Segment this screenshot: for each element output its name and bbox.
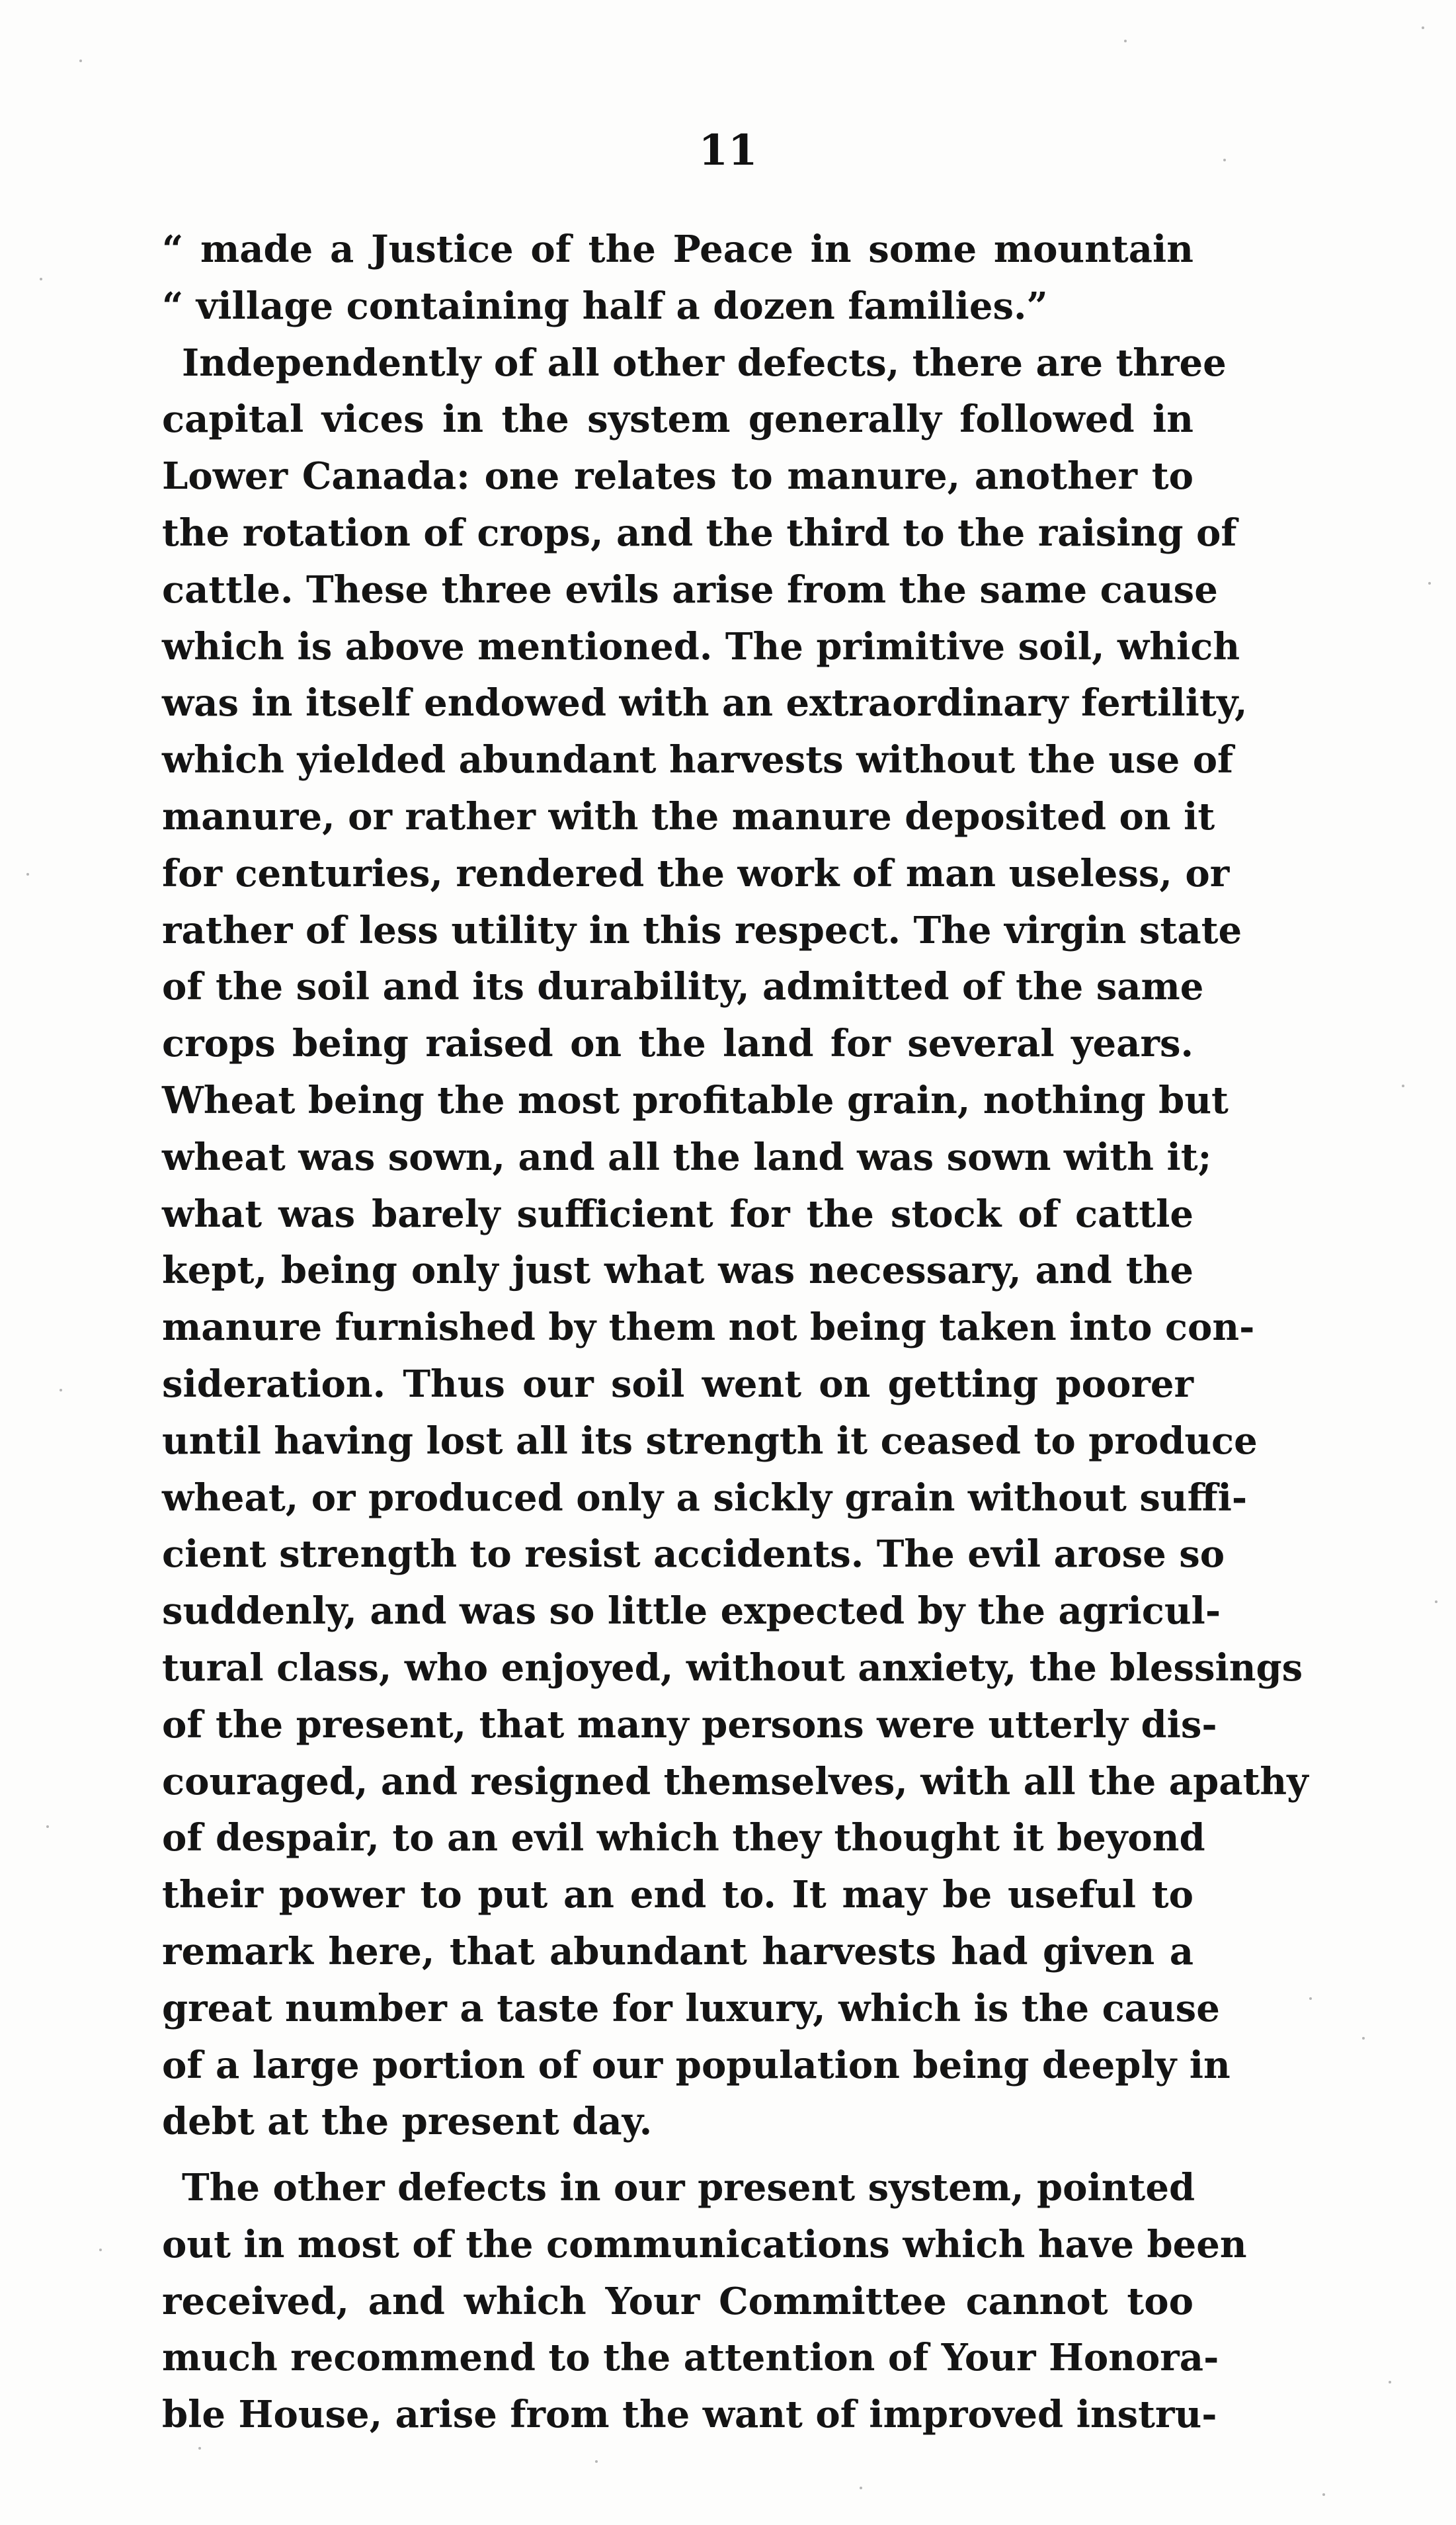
text-line: out in most of the communications which have been xyxy=(162,2222,1247,2266)
text-line: sideration. Thus our soil went on getting poorer xyxy=(162,1362,1193,1406)
paper-speck xyxy=(595,2460,598,2463)
page-number: 11 xyxy=(698,126,758,175)
paper-speck xyxy=(1362,2037,1365,2040)
text-line: capital vices in the system generally followed in xyxy=(162,397,1193,442)
text-line: cient strength to resist accidents. The evil arose so xyxy=(162,1532,1225,1577)
paper-speck xyxy=(860,2487,862,2489)
paper-speck xyxy=(79,60,82,62)
text-line: cattle. These three evils arise from the same cause xyxy=(162,567,1218,612)
text-line: great number a taste for luxury, which is the cause xyxy=(162,1986,1220,2030)
text-line: manure, or rather with the manure deposited on it xyxy=(162,794,1215,839)
text-line: until having lost all its strength it ceased to produce xyxy=(162,1419,1258,1463)
paper-speck xyxy=(46,1825,49,1828)
text-line: “ made a Justice of the Peace in some mountain xyxy=(162,228,1193,271)
paper-speck xyxy=(1124,40,1127,42)
text-line: of a large portion of our population being deeply in xyxy=(162,2043,1231,2087)
paper-speck xyxy=(1309,1997,1312,2000)
text-line: of despair, to an evil which they thought it beyond xyxy=(162,1816,1205,1860)
text-line: what was barely sufficient for the stock of cattle xyxy=(162,1192,1193,1236)
paper-speck xyxy=(1435,1600,1437,1603)
text-line: couraged, and resigned themselves, with all the apathy xyxy=(162,1759,1309,1803)
paper-speck xyxy=(1322,2493,1325,2496)
text-line: of the present, that many persons were utterly dis- xyxy=(162,1702,1217,1747)
text-line: Lower Canada: one relates to manure, another to xyxy=(162,454,1193,499)
paper-speck xyxy=(198,2447,201,2450)
text-line: kept, being only just what was necessary, and the xyxy=(162,1249,1193,1293)
text-line: tural class, who enjoyed, without anxiety, the blessings xyxy=(162,1645,1303,1690)
paper-speck xyxy=(1402,1085,1404,1087)
text-line: much recommend to the attention of Your Honora- xyxy=(162,2336,1219,2380)
text-line: rather of less utility in this respect. The virgin state xyxy=(162,908,1242,952)
text-line: debt at the present day. xyxy=(162,2100,653,2144)
text-line: ble House, arise from the want of improved instru- xyxy=(162,2393,1217,2437)
text-line: Wheat being the most profitable grain, nothing but xyxy=(162,1078,1229,1122)
text-line: received, and which Your Committee cannot too xyxy=(162,2279,1193,2323)
paper-speck xyxy=(1422,26,1424,29)
paper-speck xyxy=(60,1389,62,1391)
text-line: was in itself endowed with an extraordinary fertility, xyxy=(162,681,1248,725)
text-line: The other defects in our present system, pointed xyxy=(182,2166,1195,2210)
paragraph-gap xyxy=(162,2151,1193,2160)
text-line: Independently of all other defects, there are three xyxy=(182,341,1227,385)
paper-speck xyxy=(1428,582,1431,585)
text-line: which is above mentioned. The primitive soil, which xyxy=(162,624,1240,669)
paper-speck xyxy=(99,2249,102,2251)
text-line: the rotation of crops, and the third to the raising of xyxy=(162,511,1237,555)
text-line: wheat, or produced only a sickly grain without suffi- xyxy=(162,1475,1248,1520)
text-line: wheat was sown, and all the land was sown with it; xyxy=(162,1135,1212,1179)
paper-speck xyxy=(1223,159,1226,161)
text-line: which yielded abundant harvests without the use of xyxy=(162,738,1234,782)
text-line: of the soil and its durability, admitted of the same xyxy=(162,965,1204,1009)
text-line: crops being raised on the land for several years. xyxy=(162,1022,1193,1066)
paper-speck xyxy=(26,873,29,876)
text-line: suddenly, and was so little expected by the agricul- xyxy=(162,1589,1221,1634)
text-line: “ village containing half a dozen families.” xyxy=(162,284,1048,328)
paper-speck xyxy=(1389,2381,1391,2383)
text-line: remark here, that abundant harvests had given a xyxy=(162,1929,1193,1973)
body-text xyxy=(162,222,1309,2444)
text-line: for centuries, rendered the work of man useless, or xyxy=(162,851,1230,895)
text-line: their power to put an end to. It may be useful to xyxy=(162,1873,1193,1917)
paper-speck xyxy=(40,278,42,280)
text-line: manure furnished by them not being taken into con- xyxy=(162,1305,1255,1350)
